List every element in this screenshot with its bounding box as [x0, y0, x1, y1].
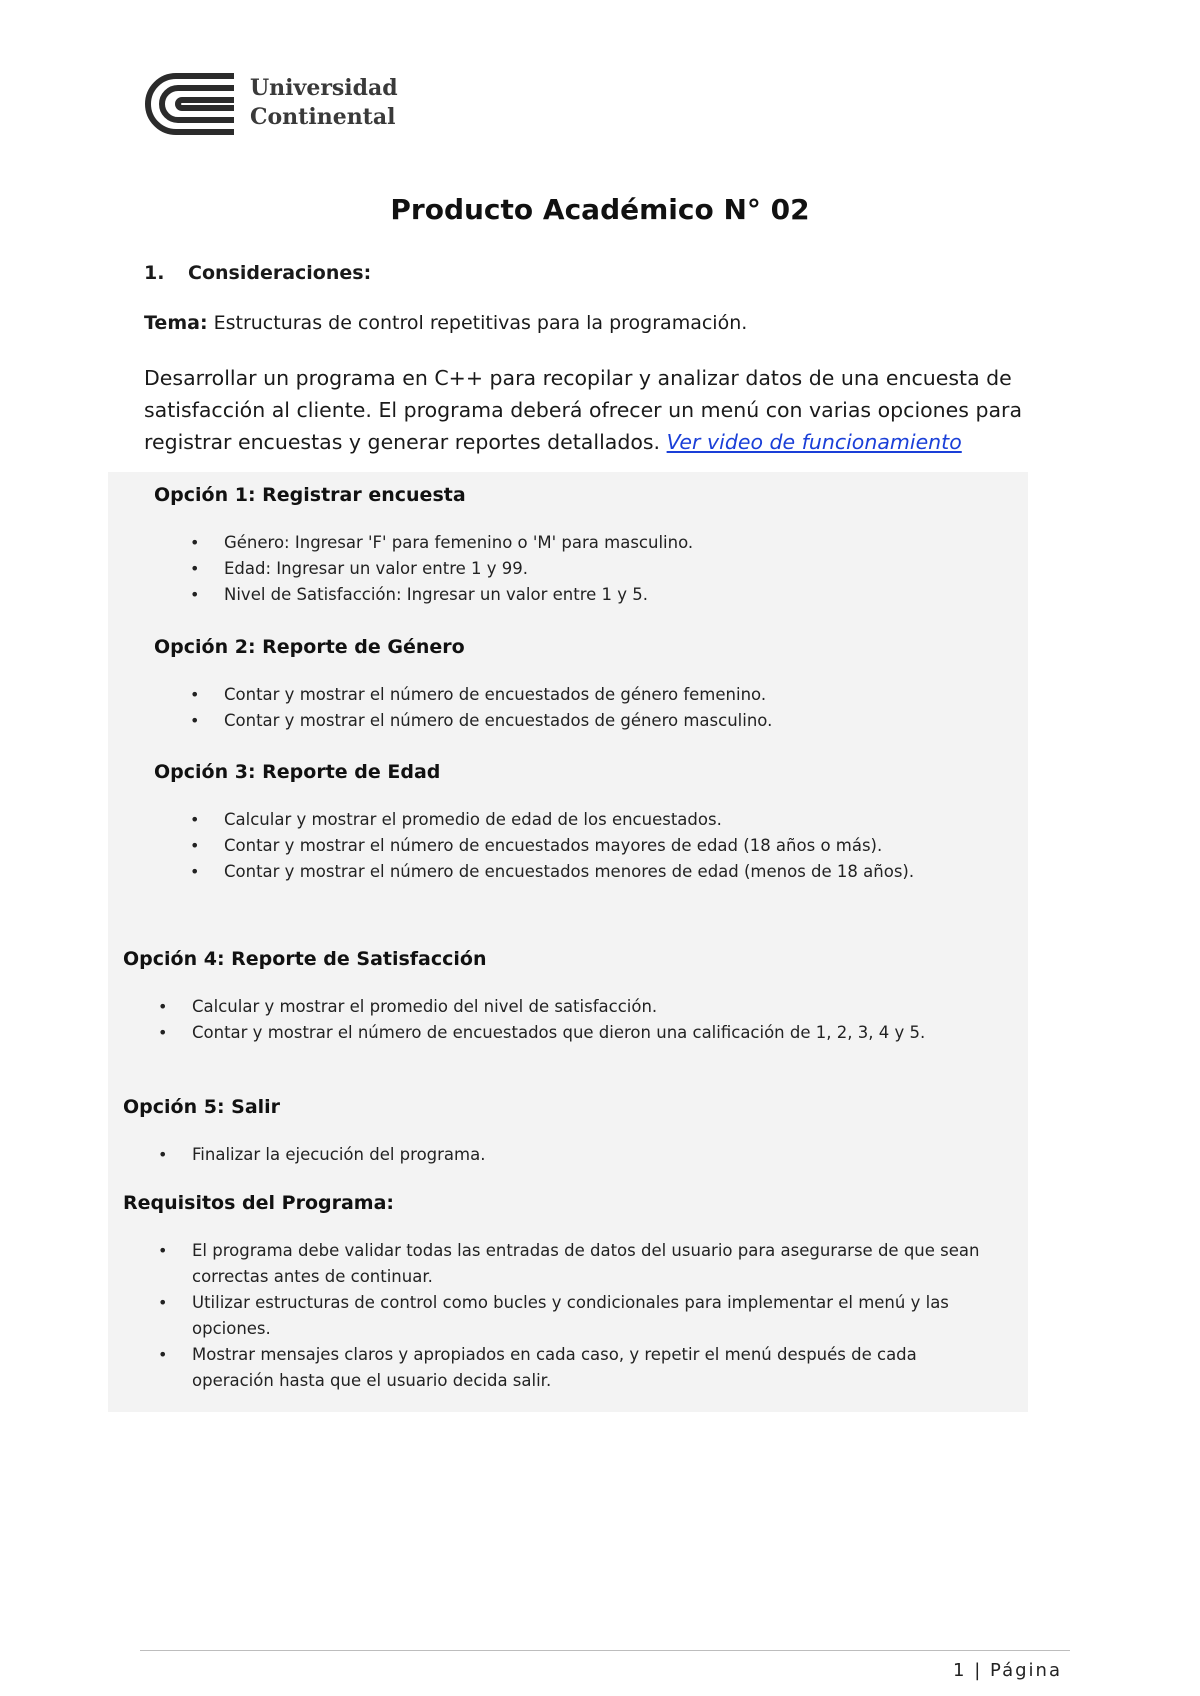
requirements-title: Requisitos del Programa: [123, 1192, 395, 1214]
tema-text: Estructuras de control repetitivas para la programación. [213, 312, 748, 334]
list-item: • Mostrar mensajes claros y apropiados en cada caso, y repetir el menú después de cada operación hasta que el usuario decida salir. [192, 1342, 992, 1394]
list-item: • Calcular y mostrar el promedio del nivel de satisfacción. [192, 994, 972, 1020]
requirements-list [192, 1238, 992, 1394]
tema-label: Tema: [144, 312, 208, 334]
intro-paragraph [144, 362, 1084, 458]
footer-divider [140, 1650, 1070, 1651]
page-number: 1 [953, 1660, 967, 1681]
list-item: • Contar y mostrar el número de encuestados de género masculino. [224, 708, 1004, 734]
list-item: • Calcular y mostrar el promedio de edad de los encuestados. [224, 807, 1024, 833]
list-item: • Género: Ingresar 'F' para femenino o 'M' para masculino. [224, 530, 1004, 556]
list-item: • Contar y mostrar el número de encuestados que dieron una calificación de 1, 2, 3, 4 y 5. [192, 1020, 972, 1046]
list-item: • Contar y mostrar el número de encuestados de género femenino. [224, 682, 1004, 708]
option-5-title: Opción 5: Salir [123, 1096, 281, 1118]
logo-line-2: Continental [250, 104, 396, 130]
university-logo [144, 70, 404, 142]
list-item: • Contar y mostrar el número de encuestados mayores de edad (18 años o más). [224, 833, 1024, 859]
option-3-list [224, 807, 1024, 885]
section-heading [144, 262, 371, 284]
page-title: Producto Académico N° 02 [390, 193, 810, 226]
section-number: 1. [144, 262, 165, 284]
list-item: • Nivel de Satisfacción: Ingresar un valor entre 1 y 5. [224, 582, 1004, 608]
list-item: • Contar y mostrar el número de encuestados menores de edad (menos de 18 años). [224, 859, 1024, 885]
footer-separator: | [974, 1660, 983, 1681]
list-item: • Utilizar estructuras de control como bucles y condicionales para implementar el menú y las opciones. [192, 1290, 992, 1342]
section-label: Consideraciones: [188, 262, 372, 284]
tema-line [144, 312, 747, 334]
option-1-list [224, 530, 1004, 608]
intro-text: Desarrollar un programa en C++ para recopilar y analizar datos de una encuesta de satisfacción al cliente. El programa deberá ofrecer un menú con varias opciones para registrar encuestas y generar reportes detallados. [144, 366, 1023, 454]
option-1-title: Opción 1: Registrar encuesta [154, 484, 466, 506]
option-5-list [192, 1142, 972, 1168]
list-item: • Edad: Ingresar un valor entre 1 y 99. [224, 556, 1004, 582]
option-4-list [192, 994, 972, 1046]
list-item: • Finalizar la ejecución del programa. [192, 1142, 972, 1168]
logo-mark-icon [144, 70, 240, 140]
video-link[interactable]: Ver video de funcionamiento [666, 430, 962, 454]
option-4-title: Opción 4: Reporte de Satisfacción [123, 948, 487, 970]
logo-text [250, 74, 398, 132]
option-3-title: Opción 3: Reporte de Edad [154, 761, 441, 783]
list-item: • El programa debe validar todas las entradas de datos del usuario para asegurarse de que sean correctas antes de continuar. [192, 1238, 992, 1290]
footer-label: Página [990, 1660, 1062, 1681]
page-footer [953, 1660, 1062, 1681]
logo-line-1: Universidad [250, 75, 398, 101]
option-2-list [224, 682, 1004, 734]
option-2-title: Opción 2: Reporte de Género [154, 636, 465, 658]
